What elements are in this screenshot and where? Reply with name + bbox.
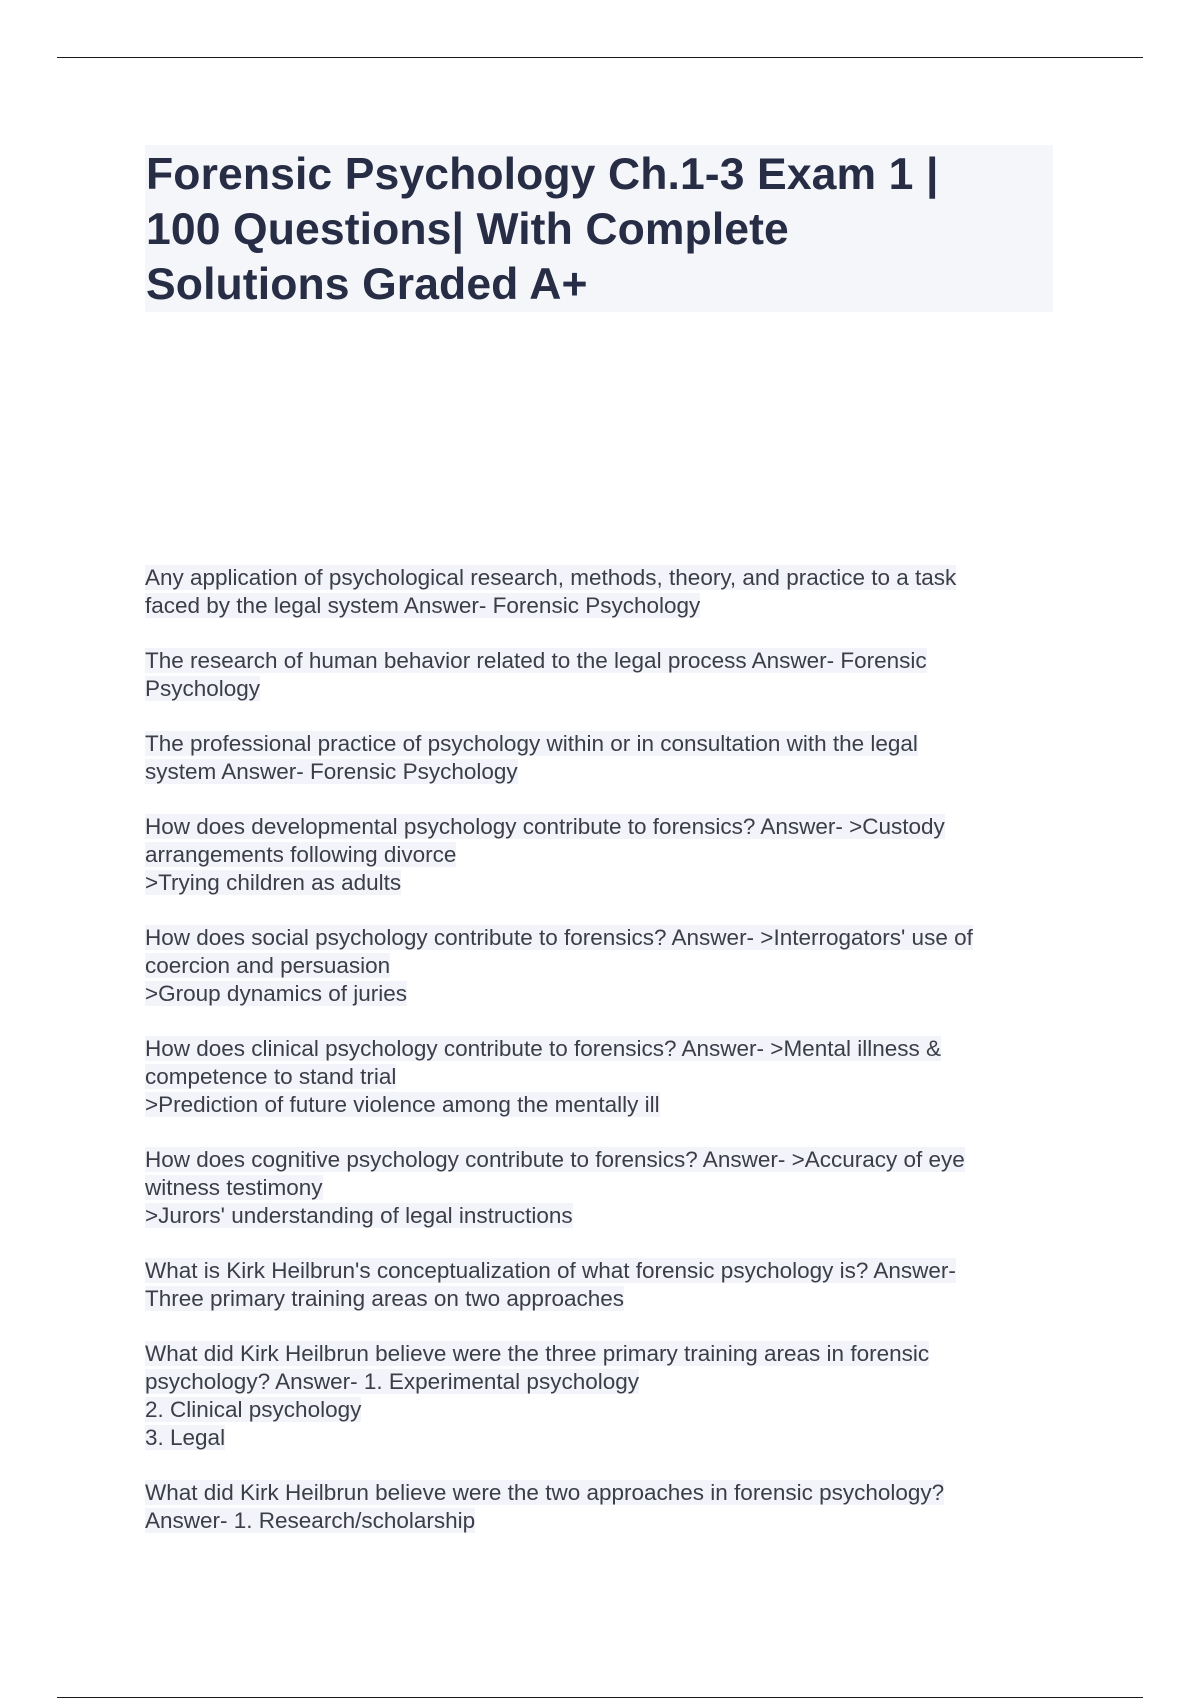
top-rule [57,57,1143,58]
qa-line: Psychology [145,676,261,701]
qa-line: Three primary training areas on two approaches [145,1286,624,1311]
qa-line: >Group dynamics of juries [145,981,407,1006]
qa-line: How does clinical psychology contribute to forensics? Answer- >Mental illness & [145,1036,942,1061]
bottom-rule [57,1697,1143,1698]
qa-item [145,924,1075,1008]
qa-item [145,1340,1075,1452]
qa-line: coercion and persuasion [145,953,391,978]
qa-item [145,813,1075,897]
title-line: Solutions Graded A+ [146,260,588,309]
qa-item [145,647,1075,703]
qa-line: 3. Legal [145,1425,226,1450]
qa-line: >Jurors' understanding of legal instructions [145,1203,573,1228]
qa-item [145,1035,1075,1119]
qa-line: What did Kirk Heilbrun believe were the two approaches in forensic psychology? [145,1480,945,1505]
qa-line: The research of human behavior related to the legal process Answer- Forensic [145,648,927,673]
qa-line: What is Kirk Heilbrun's conceptualization of what forensic psychology is? Answer- [145,1258,956,1283]
title-line: Forensic Psychology Ch.1-3 Exam 1 | [146,150,939,199]
qa-item [145,1146,1075,1230]
qa-line: The professional practice of psychology within or in consultation with the legal [145,731,918,756]
qa-line: Any application of psychological research, methods, theory, and practice to a task [145,565,957,590]
qa-line: How does developmental psychology contribute to forensics? Answer- >Custody [145,814,945,839]
qa-line: How does social psychology contribute to forensics? Answer- >Interrogators' use of [145,925,973,950]
document-title [146,147,1053,312]
qa-item [145,1257,1075,1313]
title-block [145,145,1053,312]
qa-line: faced by the legal system Answer- Forensic Psychology [145,593,701,618]
qa-line: system Answer- Forensic Psychology [145,759,518,784]
qa-line: What did Kirk Heilbrun believe were the three primary training areas in forensic [145,1341,930,1366]
qa-line: 2. Clinical psychology [145,1397,362,1422]
qa-item [145,730,1075,786]
qa-line: witness testimony [145,1175,323,1200]
qa-line: >Trying children as adults [145,870,402,895]
qa-line: psychology? Answer- 1. Experimental psychology [145,1369,640,1394]
qa-line: >Prediction of future violence among the mentally ill [145,1092,660,1117]
qa-line: Answer- 1. Research/scholarship [145,1508,476,1533]
title-line: 100 Questions| With Complete [146,205,789,254]
qa-item [145,564,1075,620]
qa-item [145,1479,1075,1535]
qa-line: How does cognitive psychology contribute to forensics? Answer- >Accuracy of eye [145,1147,965,1172]
qa-line: arrangements following divorce [145,842,457,867]
qa-list [145,564,1075,1535]
qa-line: competence to stand trial [145,1064,397,1089]
